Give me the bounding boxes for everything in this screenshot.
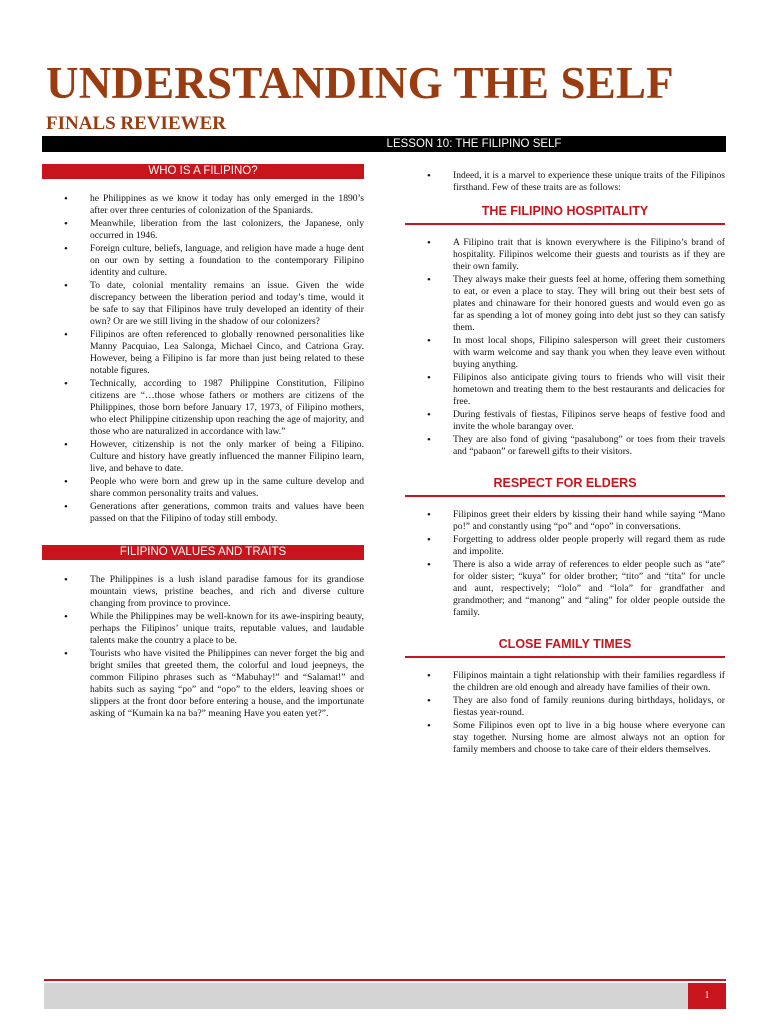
list-item: • Foreign culture, beliefs, language, and religion have made a huge dent on our own by setting a foundation to the contemporary Filipino identity and culture. (42, 243, 364, 279)
document-title: UNDERSTANDING THE SELF (46, 58, 674, 108)
list-item: • Filipinos are often referenced to globally renowned personalities like Manny Pacquiao, Lea Salonga, Michael Cinco, and Catriona Gray. However, being a Filipino is far more than just being related to these notable figures. (42, 329, 364, 377)
list-values-traits (42, 574, 364, 720)
list-respect-elders (405, 509, 725, 619)
list-item: • Indeed, it is a marvel to experience these unique traits of the Filipinos firsthand. Few of these traits are as follows: (405, 170, 725, 194)
list-item: • Forgetting to address older people properly will regard them as rude and impolite. (405, 534, 725, 558)
left-column (42, 164, 364, 721)
list-item: • To date, colonial mentality remains an issue. Given the wide discrepancy between the liberation period and today’s time, would it be safe to say that Filipinos have truly developed an identity of their own? Or are we still living in the shadow of our colonizers? (42, 280, 364, 328)
list-hospitality (405, 237, 725, 458)
section-heading-family-times: CLOSE FAMILY TIMES (405, 637, 725, 658)
list-item: • They are also fond of family reunions during birthdays, holidays, or fiestas year-round. (405, 695, 725, 719)
list-item: • People who were born and grew up in the same culture develop and share common personality traits and values. (42, 476, 364, 500)
section-heading-who-is-filipino: WHO IS A FILIPINO? (42, 164, 364, 179)
list-intro (405, 170, 725, 194)
list-item: • Filipinos maintain a tight relationship with their families regardless if the children are old enough and already have families of their own. (405, 670, 725, 694)
list-item: • They are also fond of giving “pasalubong” or toes from their travels and “pabaon” or farewell gifts to their visitors. (405, 434, 725, 458)
list-item: • Tourists who have visited the Philippines can never forget the big and bright smiles that greeted them, the colorful and loud jeepneys, the common Filipino phrases such as “Mabuhay!” and “Salamat!” and habits such as saying “po” and “opo” to the elders, leaving shoes or slippers at the front door before entering a house, and the importunate asking of “Kumain ka na ba?” meaning Have you eaten yet?”. (42, 648, 364, 720)
list-item: • Filipinos greet their elders by kissing their hand while saying “Mano po!” and constantly using “po” and “opo” in conversations. (405, 509, 725, 533)
list-item: • There is also a wide array of references to elder people such as “ate” for older sister; “kuya” for older brother; “tito” and “tita” for uncle and aunt, respectively; “lolo” and “lola” for grandfather and grandmother; and “manong” and “aling” for older people outside the family. (405, 559, 725, 619)
list-item: • Generations after generations, common traits and values have been passed on that the Filipino of today still embody. (42, 501, 364, 525)
list-item: • They always make their guests feel at home, offering them something to eat, or even a place to stay. They will bring out their best sets of plates and chinaware for their honored guests and would even go as far as spending a lot of money going into debt just so they can satisfy them. (405, 274, 725, 334)
document-subtitle: FINALS REVIEWER (46, 113, 227, 134)
list-item: • he Philippines as we know it today has only emerged in the 1890’s after over three centuries of colonization of the Spaniards. (42, 193, 364, 217)
section-heading-hospitality: THE FILIPINO HOSPITALITY (405, 204, 725, 225)
list-item: • The Philippines is a lush island paradise famous for its grandiose mountain views, pristine beaches, and rich and diverse culture changing from province to province. (42, 574, 364, 610)
section-heading-respect-elders: RESPECT FOR ELDERS (405, 476, 725, 497)
list-item: • Meanwhile, liberation from the last colonizers, the Japanese, only occurred in 1946. (42, 218, 364, 242)
list-item: • In most local shops, Filipino salesperson will greet their customers with warm welcome and say thank you when they leave even without buying anything. (405, 335, 725, 371)
page-number: 1 (688, 983, 726, 1009)
footer-bar (44, 983, 688, 1009)
list-family-times (405, 670, 725, 756)
right-column (405, 170, 725, 757)
list-item: • A Filipino trait that is known everywhere is the Filipino’s brand of hospitality. Filipinos welcome their guests and tourists as if they are their own family. (405, 237, 725, 273)
footer-divider (44, 979, 726, 981)
list-item: • Some Filipinos even opt to live in a big house where everyone can stay together. Nursing home are almost always not an option for family members and choose to take care of their elders themselves. (405, 720, 725, 756)
list-item: • Filipinos also anticipate giving tours to friends who will visit their hometown and treating them to the best restaurants and delicacies for free. (405, 372, 725, 408)
section-heading-values-traits: FILIPINO VALUES AND TRAITS (42, 545, 364, 560)
list-item: • However, citizenship is not the only marker of being a Filipino. Culture and history have greatly influenced the manner Filipino learn, live, and behave to date. (42, 439, 364, 475)
list-item: • While the Philippines may be well-known for its awe-inspiring beauty, perhaps the Filipinos’ unique traits, reputable values, and laudable talents make the country a place to be. (42, 611, 364, 647)
list-item: • Technically, according to 1987 Philippine Constitution, Filipino citizens are “…those whose fathers or mothers are citizens of the Philippines, those born before January 17, 1973, of Filipino mothers, who elect Philippine citizenship upon reaching the age of majority, and those who are naturalized in accordance with law.” (42, 378, 364, 438)
list-who-is-filipino (42, 193, 364, 525)
list-item: • During festivals of fiestas, Filipinos serve heaps of festive food and invite the whole barangay over. (405, 409, 725, 433)
lesson-banner: LESSON 10: THE FILIPINO SELF (42, 136, 726, 152)
